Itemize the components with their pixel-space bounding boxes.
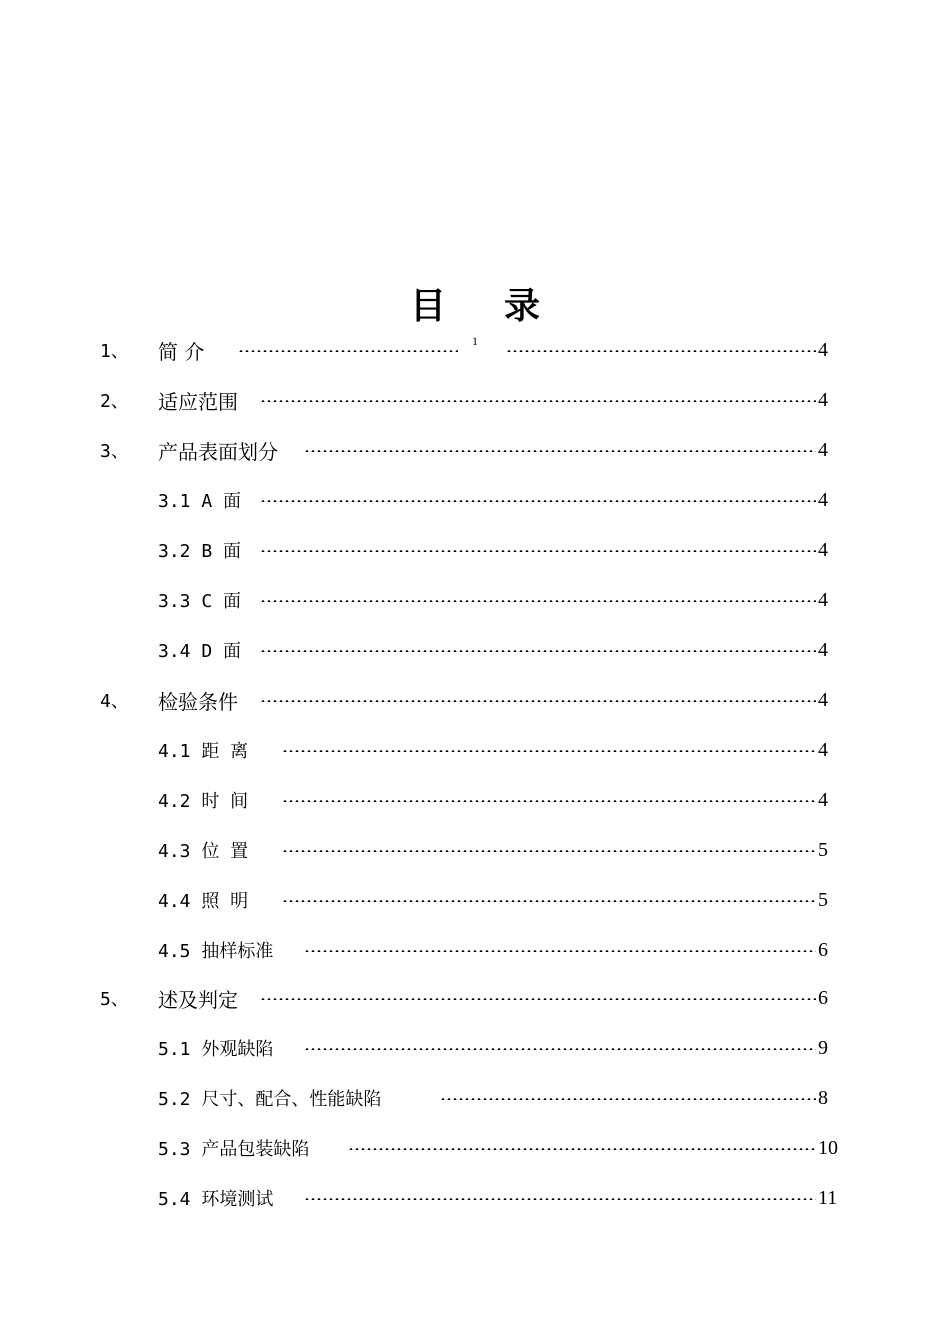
toc-entry-number: 1、 (100, 341, 129, 362)
toc-leader (282, 850, 816, 852)
toc-leader (440, 1098, 816, 1100)
toc-entry-page: 4 (818, 688, 828, 711)
toc-entry[interactable] (0, 936, 950, 964)
toc-leader (260, 700, 816, 702)
toc-leader (506, 350, 816, 352)
toc-leader (282, 900, 816, 902)
toc-leader (238, 350, 458, 352)
toc-entry[interactable] (0, 336, 950, 364)
toc-entry[interactable] (0, 1034, 950, 1062)
toc-leader (260, 650, 816, 652)
toc-entry-number: 3、 (100, 441, 129, 462)
toc-entry-number: 2、 (100, 391, 129, 412)
toc-entry-label: 适应范围 (158, 389, 238, 414)
toc-leader (260, 400, 816, 402)
toc-entry[interactable] (0, 686, 950, 714)
toc-entry[interactable] (0, 436, 950, 464)
toc-entry[interactable] (0, 836, 950, 864)
toc-entry-page: 4 (818, 738, 828, 761)
toc-entry-page: 4 (818, 338, 828, 361)
toc-entry-label: 3.2 B 面 (158, 541, 242, 562)
toc-entry-label: 简 介 (158, 339, 205, 364)
toc-entry[interactable] (0, 1184, 950, 1212)
toc-entry-label: 5.2 尺寸、配合、性能缺陷 (158, 1089, 382, 1110)
toc-entry-label: 4.5 抽样标准 (158, 941, 274, 962)
toc-entry-page: 4 (818, 388, 828, 411)
toc-entry-label: 5.3 产品包装缺陷 (158, 1139, 310, 1160)
toc-entry-label: 5.4 环境测试 (158, 1189, 274, 1210)
toc-entry[interactable] (0, 1134, 950, 1162)
toc-entry-page: 5 (818, 838, 828, 861)
toc-entry[interactable] (0, 786, 950, 814)
toc-entry-page: 4 (818, 438, 828, 461)
toc-entry-label: 3.3 C 面 (158, 591, 242, 612)
toc-entry[interactable] (0, 886, 950, 914)
toc-entry-label: 检验条件 (158, 689, 238, 714)
toc-leader (260, 998, 816, 1000)
toc-entry-page: 10 (818, 1136, 838, 1159)
toc-entry[interactable] (0, 636, 950, 664)
toc-entry-label: 3.1 A 面 (158, 491, 242, 512)
toc-leader (282, 750, 816, 752)
toc-entry-label: 5.1 外观缺陷 (158, 1039, 274, 1060)
page-title (0, 278, 950, 329)
toc-entry-page: 9 (818, 1036, 828, 1059)
toc-entry[interactable] (0, 536, 950, 564)
toc-entry[interactable] (0, 984, 950, 1012)
page-marker: 1 (472, 334, 478, 348)
toc-entry-page: 4 (818, 588, 828, 611)
toc-leader (304, 1048, 816, 1050)
toc-entry-page: 8 (818, 1086, 828, 1109)
toc-entry-page: 11 (818, 1186, 838, 1209)
toc-entry[interactable] (0, 486, 950, 514)
toc-entry-number: 4、 (100, 691, 129, 712)
toc-entry[interactable] (0, 736, 950, 764)
toc-entry[interactable] (0, 1084, 950, 1112)
toc-entry-page: 6 (818, 986, 828, 1009)
toc-entry-label: 4.1 距 离 (158, 741, 249, 762)
toc-entry-page: 4 (818, 538, 828, 561)
toc-leader (304, 950, 816, 952)
toc-leader (260, 600, 816, 602)
toc-entry-label: 3.4 D 面 (158, 641, 242, 662)
toc-entry-label: 4.2 时 间 (158, 791, 249, 812)
toc-entry-label: 产品表面划分 (158, 439, 278, 464)
toc-entry-page: 4 (818, 788, 828, 811)
toc-leader (304, 1198, 816, 1200)
toc-entry-label: 述及判定 (158, 987, 238, 1012)
toc-leader (348, 1148, 816, 1150)
toc-leader (260, 550, 816, 552)
toc-leader (260, 500, 816, 502)
toc-entry[interactable] (0, 386, 950, 414)
toc-leader (282, 800, 816, 802)
toc-entry-label: 4.4 照 明 (158, 891, 249, 912)
title-part-1: 目 (409, 286, 446, 327)
toc-entry-number: 5、 (100, 989, 129, 1010)
toc-entry-page: 4 (818, 488, 828, 511)
title-part-2: 录 (504, 286, 541, 327)
toc-leader (304, 450, 816, 452)
toc-entry-page: 5 (818, 888, 828, 911)
toc-entry[interactable] (0, 586, 950, 614)
toc-entry-page: 6 (818, 938, 828, 961)
toc-entry-label: 4.3 位 置 (158, 841, 249, 862)
toc-entry-page: 4 (818, 638, 828, 661)
